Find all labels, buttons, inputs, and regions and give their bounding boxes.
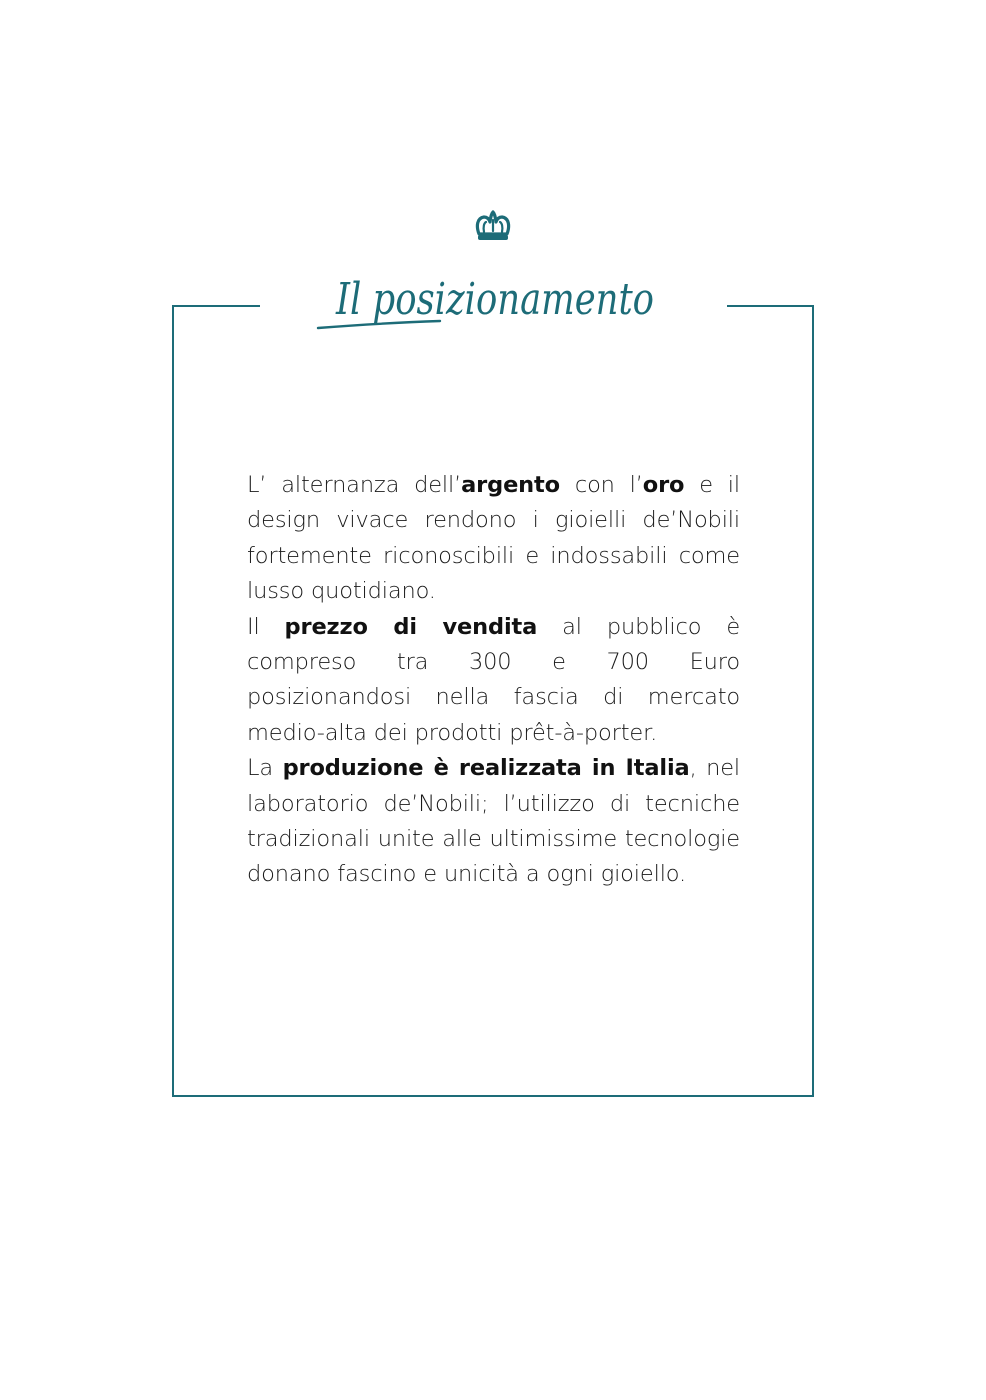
highlight-produzione: produzione è realizzata in Italia [282, 755, 690, 782]
page-title [300, 258, 670, 348]
text-run: Il [247, 613, 285, 640]
crown-icon [473, 208, 513, 244]
highlight-prezzo: prezzo di vendita [284, 613, 538, 640]
highlight-argento: argento [461, 472, 560, 498]
paragraph-3 [247, 751, 740, 893]
text-run: La [247, 755, 283, 782]
paragraph-1 [247, 468, 740, 610]
highlight-oro: oro [642, 472, 685, 498]
text-run: , nel laboratorio de’Nobili; l’utilizzo di tecniche tradizionali unite alle ultimissime tecnologie donano fascino e unicità a ogni gioiello. [247, 755, 740, 888]
body-text [247, 468, 740, 893]
paragraph-2 [247, 610, 740, 752]
text-run: al pubblico è compreso tra 300 e 700 Euro posizionandosi nella fascia di mercato medio-alta dei prodotti prêt-à-porter. [247, 613, 741, 746]
text-run: L’ alternanza dell’ [247, 472, 462, 498]
text-run: e il design vivace rendono i gioielli de’Nobili fortemente riconoscibili e indossabili come lusso quotidiano. [247, 472, 740, 605]
text-run: con l’ [559, 472, 643, 498]
title-text: Il posizionamento [335, 274, 654, 325]
